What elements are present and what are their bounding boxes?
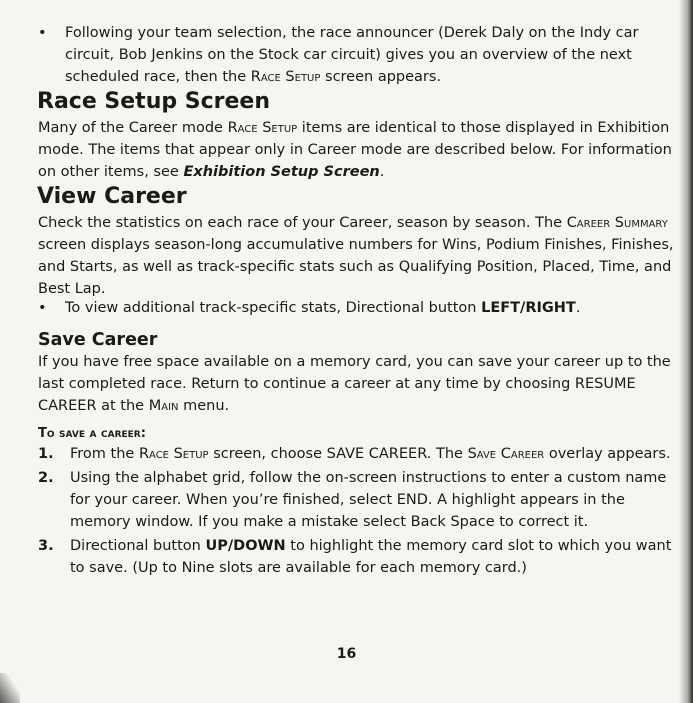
race-setup-text: Many of the Career mode xyxy=(38,120,228,136)
save-steps-list xyxy=(38,443,683,581)
race-setup-term: Race Setup xyxy=(227,120,298,136)
intro-text: Following your team selection, the race announcer (Derek Daly on the Indy car circuit, Bob Jenkins on the Stock car circuit) gives you an overview of the next scheduled race, then the xyxy=(65,25,639,85)
page-corner-shadow xyxy=(0,673,20,703)
step-number: 1. xyxy=(38,446,54,462)
step-text: Directional button xyxy=(70,538,206,554)
intro-bullet xyxy=(0,22,680,88)
to-save-label: To save a career: xyxy=(38,426,146,441)
save-career-term: Save Career xyxy=(467,446,545,462)
race-setup-text-mid: items are identical to those displayed in Exhibition mode. The items that appear only in Career mode are described below. For information on other items, see xyxy=(38,120,672,180)
main-menu-term: Main xyxy=(148,398,179,414)
step-2 xyxy=(38,467,683,533)
view-career-text: Check the statistics on each race of your Career, season by season. The xyxy=(38,215,567,231)
race-setup-paragraph xyxy=(38,117,683,183)
race-setup-term: Race Setup xyxy=(138,446,209,462)
step-text-end: overlay appears. xyxy=(544,446,671,462)
save-career-heading: Save Career xyxy=(38,330,158,350)
view-career-bullet-text: To view additional track-specific stats, Directional button xyxy=(65,300,482,316)
save-career-text-end: menu. xyxy=(178,398,230,414)
step-1 xyxy=(38,443,683,465)
career-summary-term: Career Summary xyxy=(566,215,668,231)
race-setup-heading: Race Setup Screen xyxy=(37,89,270,114)
intro-text-end: screen appears. xyxy=(320,69,442,85)
exhibition-setup-reference: Exhibition Setup Screen xyxy=(183,164,380,180)
step-text: Using the alphabet grid, follow the on-screen instructions to enter a custom name for your career. When you’re finished, select END. A highlight appears in the memory window. If you make a mistake select Back Space to correct it. xyxy=(70,470,667,530)
up-down-button-term: UP/DOWN xyxy=(205,538,286,554)
step-text-mid: screen, choose SAVE CAREER. The xyxy=(208,446,468,462)
view-career-heading: View Career xyxy=(37,184,187,209)
save-career-paragraph xyxy=(38,351,683,417)
view-career-list xyxy=(0,297,680,319)
step-text: From the xyxy=(70,446,139,462)
left-right-button-term: LEFT/RIGHT xyxy=(481,300,576,316)
step-number: 3. xyxy=(38,538,54,554)
view-career-paragraph xyxy=(38,212,683,300)
step-text-end: to highlight the memory card slot to which you want to save. (Up to Nine slots are available for each memory card.) xyxy=(70,538,672,576)
view-career-bullet-end: . xyxy=(575,300,581,316)
intro-list xyxy=(0,22,680,88)
view-career-bullet xyxy=(0,297,680,319)
step-3 xyxy=(38,535,683,579)
step-number: 2. xyxy=(38,470,54,486)
race-setup-text-end: . xyxy=(379,164,385,180)
page-edge-shadow xyxy=(679,0,693,703)
save-career-text: If you have free space available on a memory card, you can save your career up to the last completed race. Return to continue a career at any time by choosing RESUME CAREER at the xyxy=(38,354,671,414)
view-career-text-end: screen displays season-long accumulative numbers for Wins, Podium Finishes, Finishes, and Starts, as well as track-specific stats such as Qualifying Position, Placed, Time, and Best Lap. xyxy=(38,237,674,297)
race-setup-term: Race Setup xyxy=(250,69,321,85)
page-number: 16 xyxy=(336,646,357,662)
